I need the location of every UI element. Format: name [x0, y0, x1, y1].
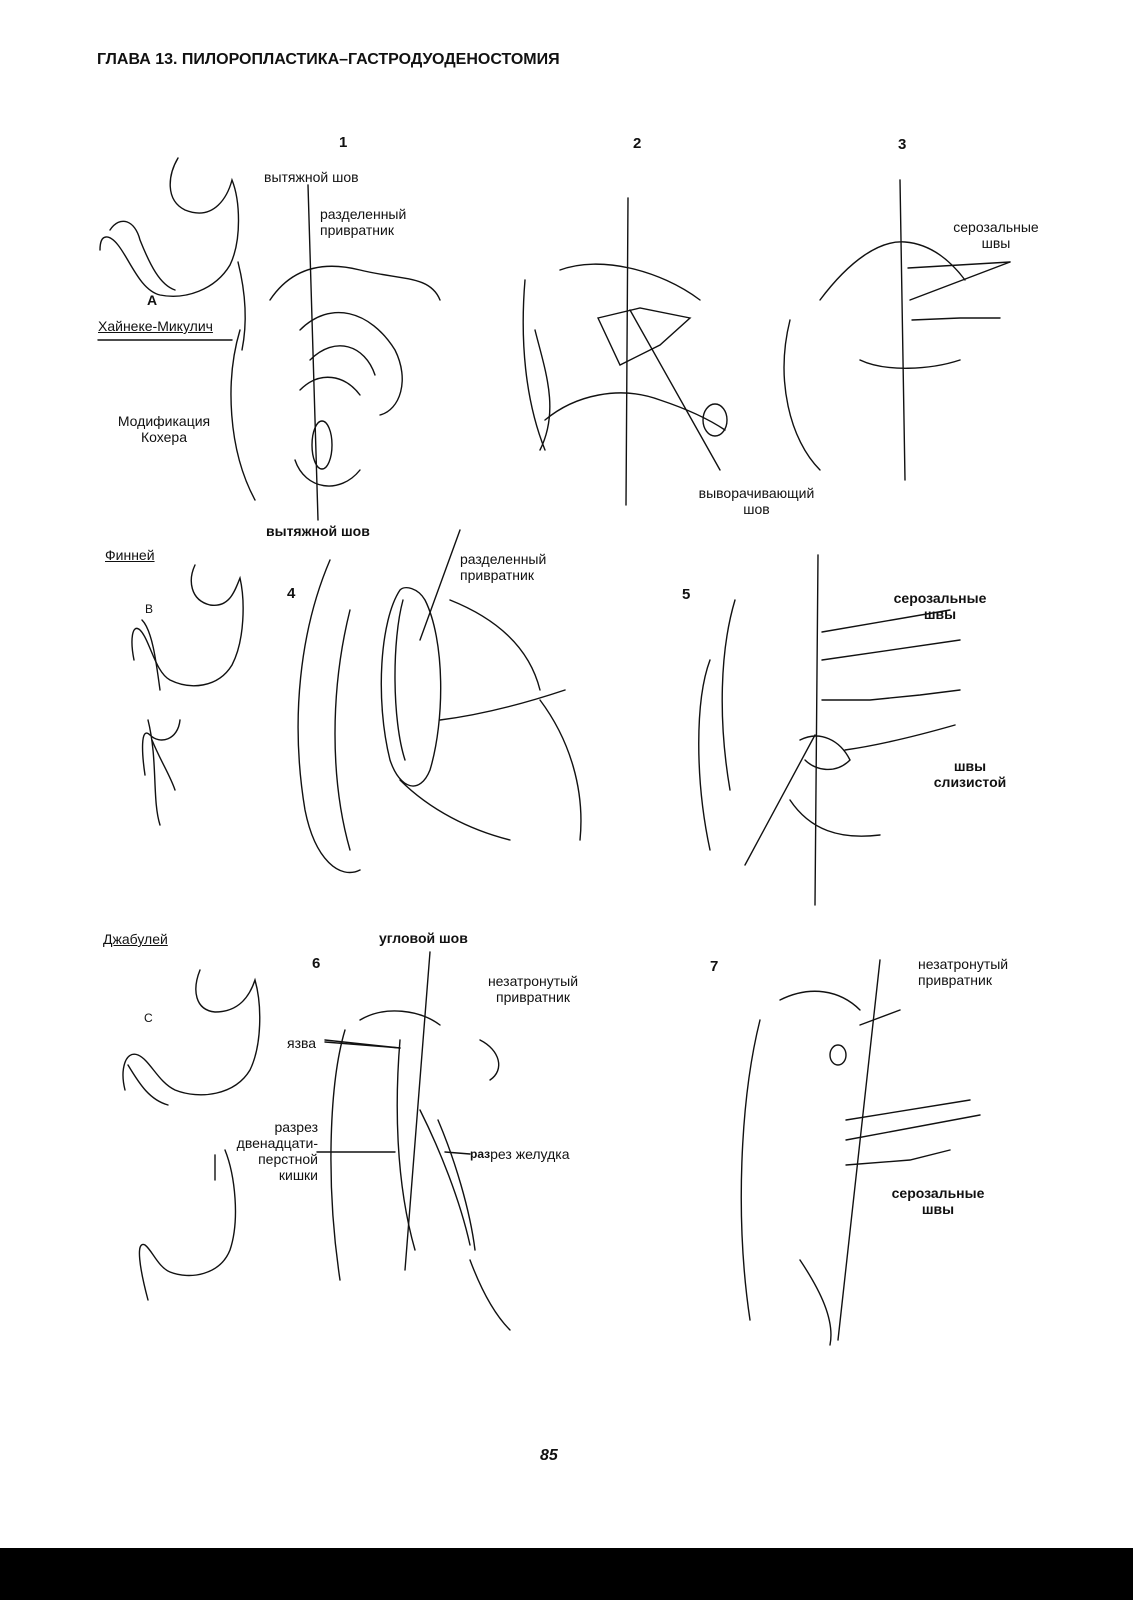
bottom-black-bar — [0, 1548, 1133, 1600]
section-a-letter: А — [147, 292, 158, 308]
chapter-label: ГЛАВА 13. — [97, 51, 178, 68]
figure-number-7: 7 — [710, 958, 719, 975]
section-a-modification: Модификация Кохера — [117, 413, 211, 445]
f5-mucosal-sutures: швы слизистой — [933, 758, 1007, 790]
f7-serosal-sutures: серозальные швы — [891, 1185, 985, 1217]
f7-intact-pylorus: незатронутый привратник — [918, 956, 1009, 988]
f4-divided-pylorus: разделенный привратник — [460, 551, 547, 583]
section-b-method: Финней — [105, 547, 155, 563]
f2-everting-suture: выворачивающий шов — [698, 485, 815, 517]
f1-divided-pylorus: разделенный привратник — [320, 206, 407, 238]
figure-number-5: 5 — [682, 586, 691, 603]
leader-lines — [98, 340, 470, 1154]
chapter-title: ПИЛОРОПЛАСТИКА–ГАСТРОДУОДЕНОСТОМИЯ — [181, 51, 560, 68]
section-b-letter: В — [145, 602, 154, 616]
f6-intact-pylorus: незатронутый привратник — [487, 973, 579, 1005]
figure-number-4: 4 — [287, 585, 296, 602]
f6-duodenal-incision: разрез двенадцати- перстной кишки — [236, 1119, 318, 1183]
f1-traction-suture-top: вытяжной шов — [264, 169, 359, 185]
f3-serosal-sutures: серозальные швы — [953, 219, 1039, 251]
f6-gastric-incision-text: рез желудка — [490, 1146, 570, 1162]
section-c-letter: С — [144, 1011, 153, 1025]
figure-number-1: 1 — [339, 134, 348, 151]
figure-number-6: 6 — [312, 955, 321, 972]
f6-ulcer: язва — [287, 1035, 317, 1051]
f6-gastric-incision-prefix: раз — [470, 1147, 491, 1161]
figure-number-2: 2 — [633, 135, 642, 152]
figure-7-drawing — [741, 960, 980, 1345]
figure-number-3: 3 — [898, 136, 907, 153]
page-number: 85 — [540, 1447, 558, 1464]
section-c-method: Джабулей — [103, 931, 168, 947]
figure-6-drawing — [325, 952, 510, 1330]
section-a-method: Хайнеке-Микулич — [98, 318, 213, 334]
f6-angle-suture: угловой шов — [379, 930, 468, 946]
f5-serosal-sutures: серозальные швы — [893, 590, 987, 622]
figure-2-drawing — [523, 198, 727, 505]
f1-traction-suture-bottom: вытяжной шов — [266, 523, 370, 539]
f6-gastric-incision — [470, 1146, 569, 1162]
